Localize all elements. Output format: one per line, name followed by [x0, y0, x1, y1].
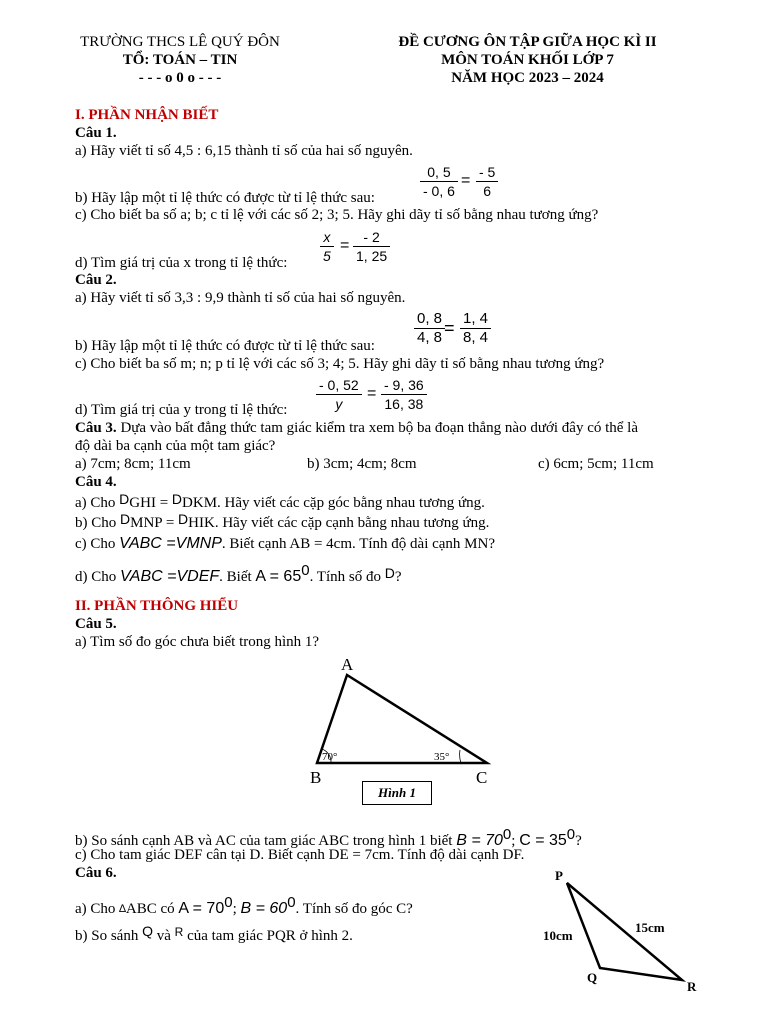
vertex-q-label: Q	[587, 970, 598, 985]
question-4b	[75, 511, 490, 532]
q2d-fraction-right	[381, 377, 427, 412]
q1d-equals: =	[340, 237, 350, 254]
q1b-fraction-right	[476, 164, 498, 199]
question-4-label: Câu 4.	[75, 474, 117, 490]
question-2b: b) Hãy lập một tỉ lệ thức có được từ tỉ lệ thức sau:	[75, 338, 375, 354]
question-5c: c) Cho tam giác DEF cân tại D. Biết cạnh DE = 7cm. Tính độ dài cạnh DF.	[75, 847, 525, 863]
q1b-frac2-den: 6	[483, 183, 492, 199]
question-2d: d) Tìm giá trị của y trong tỉ lệ thức:	[75, 402, 288, 418]
question-1a: a) Hãy viết tỉ số 4,5 : 6,15 thành tỉ số của hai số nguyên.	[75, 143, 413, 159]
q4a-post: DKM. Hãy viết các cặp góc bằng nhau tương ứng.	[182, 495, 485, 511]
vertex-a-label: A	[341, 655, 354, 674]
q5b-angle-c: C = 35	[519, 832, 567, 849]
question-3-option-c: c) 6cm; 5cm; 11cm	[538, 456, 654, 472]
q5b-degree-2: 0	[566, 826, 576, 843]
department-name: TỔ: TOÁN – TIN	[122, 52, 238, 68]
q4b-mid: MNP =	[130, 515, 179, 531]
q2d-frac2-num: - 9, 36	[381, 377, 427, 395]
q2d-frac1-num: - 0, 52	[316, 377, 362, 395]
angle-b-label: 70°	[322, 751, 338, 763]
angle-c-label: 35°	[434, 751, 450, 763]
q5b-post: ?	[575, 833, 582, 849]
question-2c: c) Cho biết ba số m; n; p tỉ lệ với các số 3; 4; 5. Hãy ghi dãy tỉ số bằng nhau tương ứng?	[75, 356, 605, 372]
question-3-option-b: b) 3cm; 4cm; 8cm	[307, 456, 417, 472]
figure-2-triangle	[530, 860, 710, 1000]
figure-1-caption: Hình 1	[362, 781, 432, 805]
q5b-angle-b: B = 70	[456, 832, 503, 849]
q1d-fraction-right	[353, 229, 390, 264]
triangle-pqr-shape	[567, 883, 682, 980]
question-6-label: Câu 6.	[75, 865, 117, 881]
q4d-angle-d: D	[384, 565, 395, 581]
q6a-angle-a: A = 70	[178, 900, 225, 917]
question-3-text2: độ dài ba cạnh của một tam giác?	[75, 438, 276, 454]
q6a-mid: ABC có	[125, 901, 179, 917]
q4a-triangle-symbol-1: D	[119, 491, 130, 507]
q4c-prefix: c) Cho	[75, 536, 120, 552]
q2b-fraction-right	[460, 311, 491, 346]
question-2-label: Câu 2.	[75, 272, 117, 288]
q6a-degree-2: 0	[287, 894, 296, 911]
question-4a	[75, 491, 485, 512]
q4d-congruence: VABC =VDEF	[120, 568, 220, 585]
q1b-frac1-den: - 0, 6	[423, 183, 455, 199]
q2b-equals: =	[444, 318, 455, 338]
q1d-frac1-den: 5	[323, 248, 331, 264]
question-5a: a) Tìm số đo góc chưa biết trong hình 1?	[75, 634, 320, 650]
q6a-angle-b: B = 60	[240, 900, 288, 917]
question-3-label: Câu 3.	[75, 420, 117, 436]
q1d-fraction-left	[320, 229, 334, 264]
q4d-post2: ?	[394, 569, 402, 585]
q4d-degree: 0	[301, 562, 310, 579]
q6b-angle-q: Q	[142, 923, 153, 939]
q6a-degree-1: 0	[224, 894, 233, 911]
question-6b	[75, 923, 353, 945]
header-ornament: - - - o 0 o - - -	[138, 70, 222, 86]
q2b-frac2-num: 1, 4	[460, 311, 491, 329]
side-pq-label: 10cm	[543, 928, 573, 943]
question-4d	[75, 562, 402, 586]
question-2a: a) Hãy viết tỉ số 3,3 : 9,9 thành tỉ số của hai số nguyên.	[75, 290, 406, 306]
q1d-frac1-num: x	[320, 229, 334, 247]
q4b-prefix: b) Cho	[75, 515, 120, 531]
vertex-p-label: P	[555, 868, 563, 883]
q4b-post: HIK. Hãy viết các cặp cạnh bằng nhau tương ứng.	[188, 515, 490, 531]
exam-title: ĐỀ CƯƠNG ÔN TẬP GIỮA HỌC KÌ II	[398, 34, 657, 50]
q5b-separator: ;	[511, 833, 520, 849]
vertex-c-label: C	[476, 768, 488, 785]
section-1-title: I. PHẦN NHẬN BIẾT	[75, 107, 219, 123]
figure-1-triangle	[300, 650, 500, 785]
q2d-equals: =	[367, 385, 377, 402]
question-1c: c) Cho biết ba số a; b; c tỉ lệ với các số 2; 3; 5. Hãy ghi dãy tỉ số bằng nhau tương ứng?	[75, 207, 599, 223]
q1b-fraction-left	[420, 164, 458, 199]
triangle-abc-shape	[317, 675, 487, 763]
side-pr-label: 15cm	[635, 920, 665, 935]
q6a-triangle-symbol: ∆	[119, 903, 126, 915]
q6a-prefix: a) Cho	[75, 901, 120, 917]
q4c-congruence: VABC =VMNP	[119, 535, 222, 552]
q4b-triangle-symbol-1: D	[120, 511, 131, 527]
school-year: NĂM HỌC 2023 – 2024	[451, 70, 604, 86]
q6b-angle-r: R	[174, 925, 184, 939]
subject-title: MÔN TOÁN KHỐI LỚP 7	[441, 52, 614, 68]
q6b-prefix: b) So sánh	[75, 928, 143, 944]
q4a-triangle-symbol-2: D	[171, 491, 183, 507]
q1b-frac2-num: - 5	[476, 164, 498, 182]
question-1-label: Câu 1.	[75, 125, 117, 141]
q2d-fraction-left	[316, 377, 362, 412]
question-5-label: Câu 5.	[75, 616, 117, 632]
vertex-r-label: R	[687, 979, 697, 994]
question-3-text1: Dựa vào bất đẳng thức tam giác kiểm tra xem bộ ba đoạn thẳng nào dưới đây có thể là	[116, 420, 639, 436]
question-3-option-a: a) 7cm; 8cm; 11cm	[75, 456, 191, 472]
q4a-prefix: a) Cho	[75, 495, 120, 511]
question-3-line1	[75, 420, 638, 437]
question-1d: d) Tìm giá trị của x trong tỉ lệ thức:	[75, 255, 288, 271]
q4d-post1: . Tính số đo	[309, 569, 385, 585]
q4b-triangle-symbol-2: D	[178, 511, 189, 527]
question-4c	[75, 535, 495, 553]
school-name: TRƯỜNG THCS LÊ QUÝ ĐÔN	[80, 34, 280, 50]
q1d-frac2-num: - 2	[353, 229, 390, 247]
q2b-fraction-left	[414, 311, 445, 346]
section-2-title: II. PHẦN THÔNG HIỂU	[75, 598, 239, 614]
q4d-prefix: d) Cho	[75, 569, 120, 585]
q4d-mid: . Biết	[219, 569, 256, 585]
q6b-and: và	[152, 928, 175, 944]
q4d-angle-a: A = 65	[255, 568, 302, 585]
q2b-frac1-den: 4, 8	[417, 329, 443, 346]
vertex-b-label: B	[310, 768, 322, 785]
q1b-equals: =	[461, 172, 471, 189]
q6a-separator: ;	[232, 901, 241, 917]
angle-c-arc	[460, 750, 461, 763]
q2d-frac1-den: y	[335, 396, 343, 412]
q2d-frac2-den: 16, 38	[384, 396, 424, 412]
q4c-post: . Biết cạnh AB = 4cm. Tính độ dài cạnh MN?	[221, 536, 496, 552]
q2b-frac2-den: 8, 4	[463, 329, 489, 346]
q5b-degree-1: 0	[502, 826, 512, 843]
q2b-frac1-num: 0, 8	[414, 311, 445, 329]
q6a-post: . Tính số đo góc C?	[295, 901, 413, 917]
q4a-mid: GHI =	[129, 495, 172, 511]
q5b-prefix: b) So sánh cạnh AB và AC của tam giác ABC trong hình 1 biết	[75, 833, 457, 849]
q1b-frac1-num: 0, 5	[420, 164, 458, 182]
q1d-frac2-den: 1, 25	[356, 248, 388, 264]
q6b-post: của tam giác PQR ở hình 2.	[183, 928, 353, 944]
question-1b: b) Hãy lập một tỉ lệ thức có được từ tỉ lệ thức sau:	[75, 190, 375, 206]
question-6a	[75, 894, 413, 919]
